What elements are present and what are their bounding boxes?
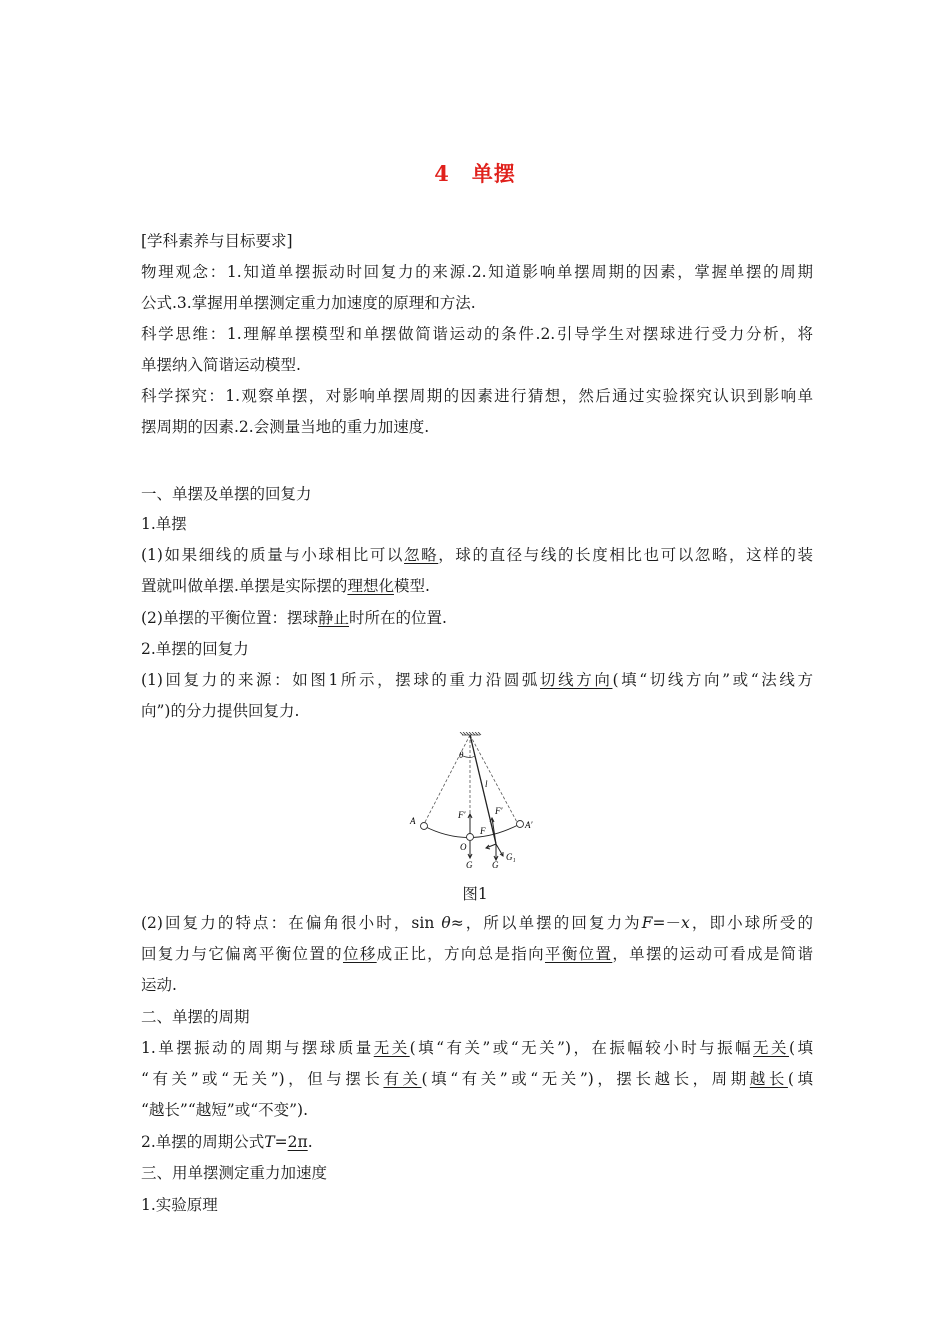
gravity-component-label: G₁ <box>506 852 516 862</box>
title-text: 单摆 <box>471 161 516 186</box>
point-a-label: A <box>410 816 416 826</box>
answer-blank: 平衡位置 <box>544 945 613 963</box>
answer-blank: 忽略 <box>404 546 439 564</box>
answer-blank: 静止 <box>317 609 349 627</box>
section-heading: 一、单摆及单摆的回复力 <box>141 485 312 503</box>
goals-line: 摆周期的因素.2.会测量当地的重力加速度. <box>141 418 430 436</box>
gravity-label: G <box>492 860 499 870</box>
goals-line: 单摆纳入简谐运动模型. <box>141 356 301 374</box>
answer-blank: 位移 <box>342 945 377 963</box>
answer-blank: 越长 <box>749 1070 788 1088</box>
paragraph-line: (1)回复力的来源：如图1所示，摆球的重力沿圆弧切线方向(填“切线方向”或“法线方 <box>141 671 813 689</box>
paragraph-line: 运动. <box>141 976 177 994</box>
paragraph-line: (1)如果细线的质量与小球相比可以忽略，球的直径与线的长度相比也可以忽略，这样的装 <box>141 546 813 564</box>
paragraph-line: 1.单摆振动的周期与摆球质量无关(填“有关”或“无关”)，在振幅较小时与振幅无关(填 <box>141 1039 813 1057</box>
pendulum-figure <box>400 732 560 872</box>
section-heading: 二、单摆的周期 <box>141 1008 250 1026</box>
subheading: 1.单摆 <box>141 515 187 533</box>
theta-label: θ <box>459 750 464 760</box>
answer-blank: 理想化 <box>347 577 394 595</box>
answer-blank: 切线方向 <box>540 671 613 689</box>
paragraph-line: 向”)的分力提供回复力. <box>141 702 300 720</box>
paragraph-line: 回复力与它偏离平衡位置的位移成正比，方向总是指向平衡位置，单摆的运动可看成是简谐 <box>141 945 813 963</box>
goals-line: 科学探究：1.观察单摆，对影响单摆周期的因素进行猜想，然后通过实验探究认识到影响单 <box>141 387 813 405</box>
paragraph-line: 置就叫做单摆.单摆是实际摆的理想化模型. <box>141 577 430 595</box>
tension-label: F′ <box>495 806 503 816</box>
goals-heading: [学科素养与目标要求] <box>141 232 293 250</box>
title-number: 4 <box>434 161 450 186</box>
goals-line: 科学思维：1.理解单摆模型和单摆做简谐运动的条件.2.引导学生对摆球进行受力分析，将 <box>141 325 813 343</box>
paragraph-line: (2)单摆的平衡位置：摆球静止时所在的位置. <box>141 609 447 627</box>
length-label: l <box>485 779 488 789</box>
page-title <box>0 158 950 188</box>
restoring-force-label: F <box>480 826 486 836</box>
section-heading: 三、用单摆测定重力加速度 <box>141 1164 328 1182</box>
paragraph-line: (2)回复力的特点：在偏角很小时，sin θ≈，所以单摆的回复力为F=－x，即小球所受的 <box>141 914 813 932</box>
goals-line: 公式.3.掌握用单摆测定重力加速度的原理和方法. <box>141 294 476 312</box>
subheading: 1.实验原理 <box>141 1196 218 1214</box>
gravity-label: G <box>466 860 473 870</box>
answer-blank: 无关 <box>373 1039 410 1057</box>
figure-caption: 图1 <box>462 885 488 903</box>
answer-blank: 有关 <box>383 1070 422 1088</box>
point-o-label: O <box>460 842 467 852</box>
paragraph-line: 2.单摆的周期公式T=2π. <box>141 1133 313 1151</box>
answer-blank: 无关 <box>753 1039 789 1057</box>
tension-label: F′ <box>458 810 466 820</box>
paragraph-line: “越长”“越短”或“不变”). <box>141 1101 309 1119</box>
paragraph-line: “有关”或“无关”)，但与摆长有关(填“有关”或“无关”)，摆长越长，周期越长(填 <box>141 1070 813 1088</box>
goals-line: 物理观念：1.知道单摆振动时回复力的来源.2.知道影响单摆周期的因素，掌握单摆的周期 <box>141 263 813 281</box>
subheading: 2.单摆的回复力 <box>141 640 249 658</box>
answer-blank: 2π <box>287 1133 308 1151</box>
point-a-prime-label: A′ <box>525 820 533 830</box>
